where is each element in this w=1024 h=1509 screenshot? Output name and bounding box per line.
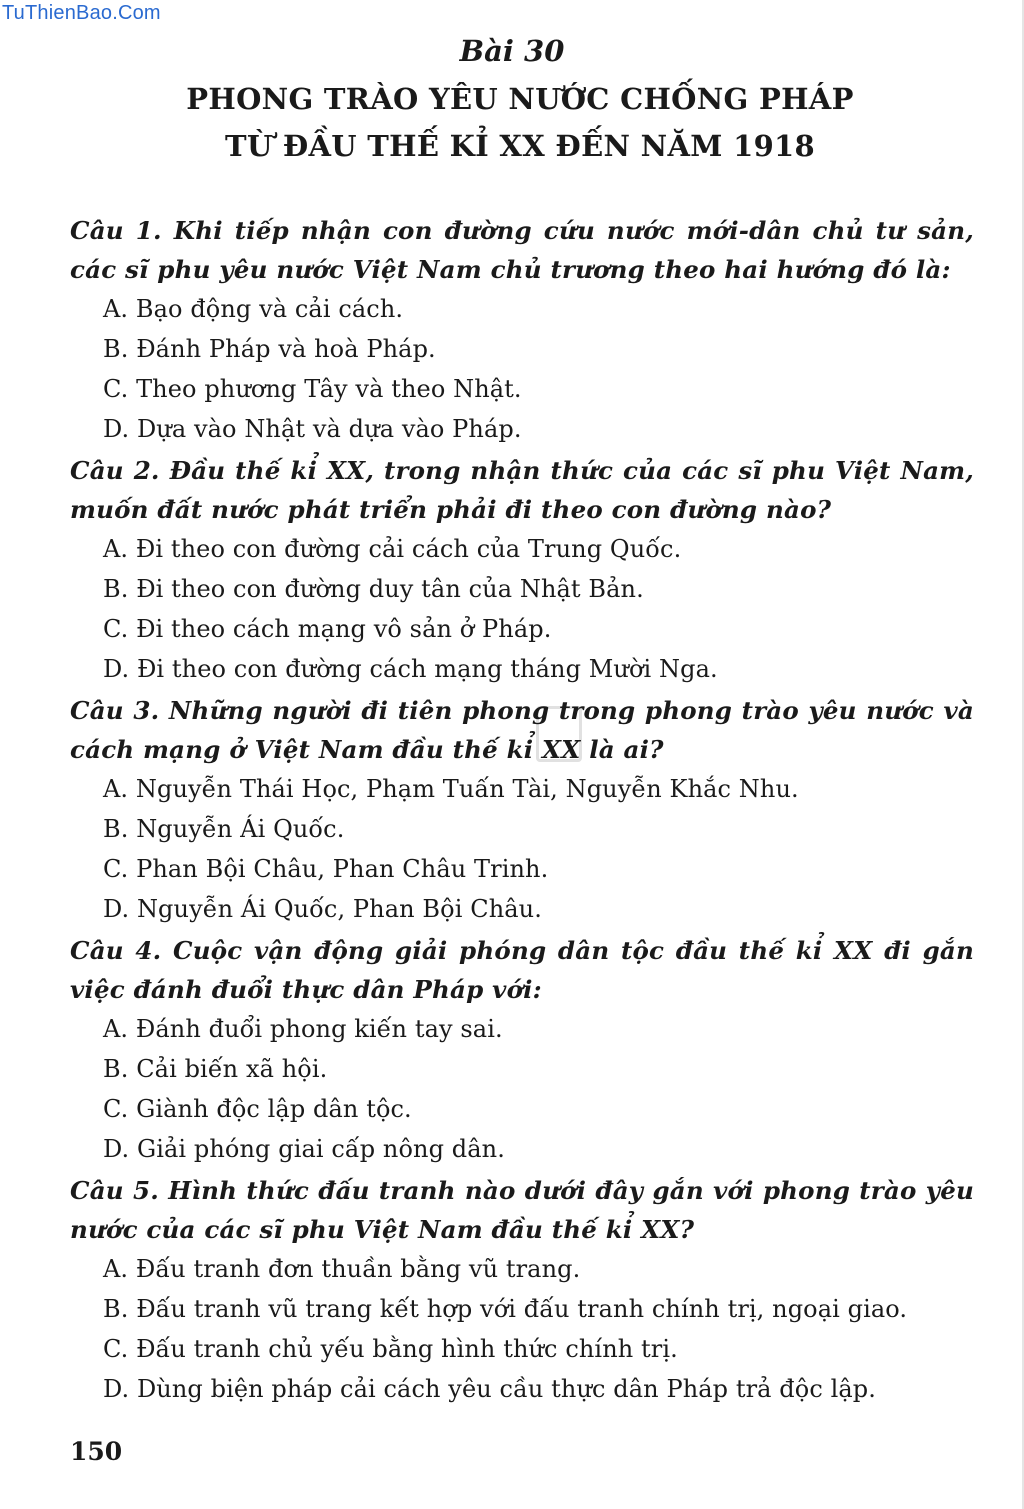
option-text: Cải biến xã hội.: [136, 1055, 328, 1083]
chapter-title-line-1: PHONG TRÀO YÊU NƯỚC CHỐNG PHÁP: [186, 82, 854, 116]
option-label: D.: [103, 415, 130, 443]
option-text: Đi theo con đường cải cách của Trung Quốc.: [135, 535, 682, 563]
option-text: Giành độc lập dân tộc.: [136, 1095, 412, 1123]
option-label: B.: [103, 575, 129, 603]
option-label: A.: [103, 535, 129, 563]
answer-option: [103, 409, 1024, 449]
answer-option: [103, 289, 1024, 329]
option-text: Đánh Pháp và hoà Pháp.: [136, 335, 436, 363]
question-1: [0, 211, 1024, 449]
answer-option: [103, 849, 1024, 889]
option-text: Bạo động và cải cách.: [135, 295, 404, 323]
answer-option: [103, 1369, 1024, 1409]
option-label: D.: [103, 895, 130, 923]
question-stem: Câu 4. Cuộc vận động giải phóng dân tộc đầu thế kỉ XX đi gắn việc đánh đuổi thực dân Pháp với:: [70, 936, 974, 1004]
answer-option: [103, 329, 1024, 369]
question-stem: Câu 1. Khi tiếp nhận con đường cứu nước mới-dân chủ tư sản, các sĩ phu yêu nước Việt Nam chủ trương theo hai hướng đó là:: [70, 216, 974, 284]
answer-option: [103, 1049, 1024, 1089]
answer-option: [103, 1129, 1024, 1169]
answer-option: [103, 1249, 1024, 1289]
lesson-number: Bài 30: [459, 34, 565, 68]
option-label: D.: [103, 655, 130, 683]
option-text: Nguyễn Ái Quốc.: [136, 815, 345, 843]
option-text: Giải phóng giai cấp nông dân.: [136, 1135, 505, 1163]
answer-option: [103, 1009, 1024, 1049]
option-label: B.: [103, 1055, 129, 1083]
option-label: A.: [103, 1015, 129, 1043]
option-text: Đi theo con đường cách mạng tháng Mười Nga.: [136, 655, 718, 683]
question-4: [0, 931, 1024, 1169]
option-label: D.: [103, 1135, 130, 1163]
question-stem: Câu 5. Hình thức đấu tranh nào dưới đây gắn với phong trào yêu nước của các sĩ phu Việt Nam đầu thế kỉ XX?: [70, 1176, 974, 1244]
question-3: [0, 691, 1024, 929]
option-text: Đánh đuổi phong kiến tay sai.: [135, 1015, 503, 1043]
site-watermark-link[interactable]: TuThienBao.Com: [2, 2, 161, 24]
answer-option: [103, 569, 1024, 609]
question-stem: Câu 2. Đầu thế kỉ XX, trong nhận thức của các sĩ phu Việt Nam, muốn đất nước phát triển phải đi theo con đường nào?: [70, 456, 974, 524]
option-text: Nguyễn Thái Học, Phạm Tuấn Tài, Nguyễn Khắc Nhu.: [135, 775, 799, 803]
option-label: C.: [103, 1335, 129, 1363]
chapter-title-line-2: TỪ ĐẦU THẾ KỈ XX ĐẾN NĂM 1918: [224, 129, 816, 163]
option-text: Đấu tranh vũ trang kết hợp với đấu tranh chính trị, ngoại giao.: [136, 1295, 908, 1323]
option-text: Phan Bội Châu, Phan Châu Trinh.: [136, 855, 549, 883]
option-text: Đấu tranh đơn thuần bằng vũ trang.: [135, 1255, 581, 1283]
option-label: B.: [103, 335, 129, 363]
question-stem: Câu 3. Những người đi tiên phong trong phong trào yêu nước và cách mạng ở Việt Nam đầu thế kỉ XX là ai?: [70, 696, 974, 764]
option-text: Theo phương Tây và theo Nhật.: [136, 375, 522, 403]
option-label: C.: [103, 855, 129, 883]
option-label: A.: [103, 775, 129, 803]
option-text: Dùng biện pháp cải cách yêu cầu thực dân Pháp trả độc lập.: [136, 1375, 876, 1403]
option-text: Nguyễn Ái Quốc, Phan Bội Châu.: [136, 895, 542, 923]
option-label: C.: [103, 615, 129, 643]
option-text: Đi theo cách mạng vô sản ở Pháp.: [136, 615, 552, 643]
answer-option: [103, 1329, 1024, 1369]
option-label: C.: [103, 375, 129, 403]
option-label: C.: [103, 1095, 129, 1123]
answer-option: [103, 649, 1024, 689]
answer-option: [103, 529, 1024, 569]
option-label: B.: [103, 815, 129, 843]
option-label: B.: [103, 1295, 129, 1323]
page-number: 150: [70, 1437, 123, 1466]
answer-option: [103, 609, 1024, 649]
option-label: D.: [103, 1375, 130, 1403]
answer-option: [103, 369, 1024, 409]
answer-option: [103, 889, 1024, 929]
option-label: A.: [103, 1255, 129, 1283]
answer-option: [103, 1089, 1024, 1129]
question-list: [0, 211, 1024, 1409]
question-2: [0, 451, 1024, 689]
answer-option: [103, 1289, 1024, 1329]
option-label: A.: [103, 295, 129, 323]
option-text: Đi theo con đường duy tân của Nhật Bản.: [136, 575, 644, 603]
answer-option: [103, 769, 1024, 809]
option-text: Dựa vào Nhật và dựa vào Pháp.: [136, 415, 522, 443]
option-text: Đấu tranh chủ yếu bằng hình thức chính trị.: [136, 1335, 678, 1363]
question-5: [0, 1171, 1024, 1409]
answer-option: [103, 809, 1024, 849]
